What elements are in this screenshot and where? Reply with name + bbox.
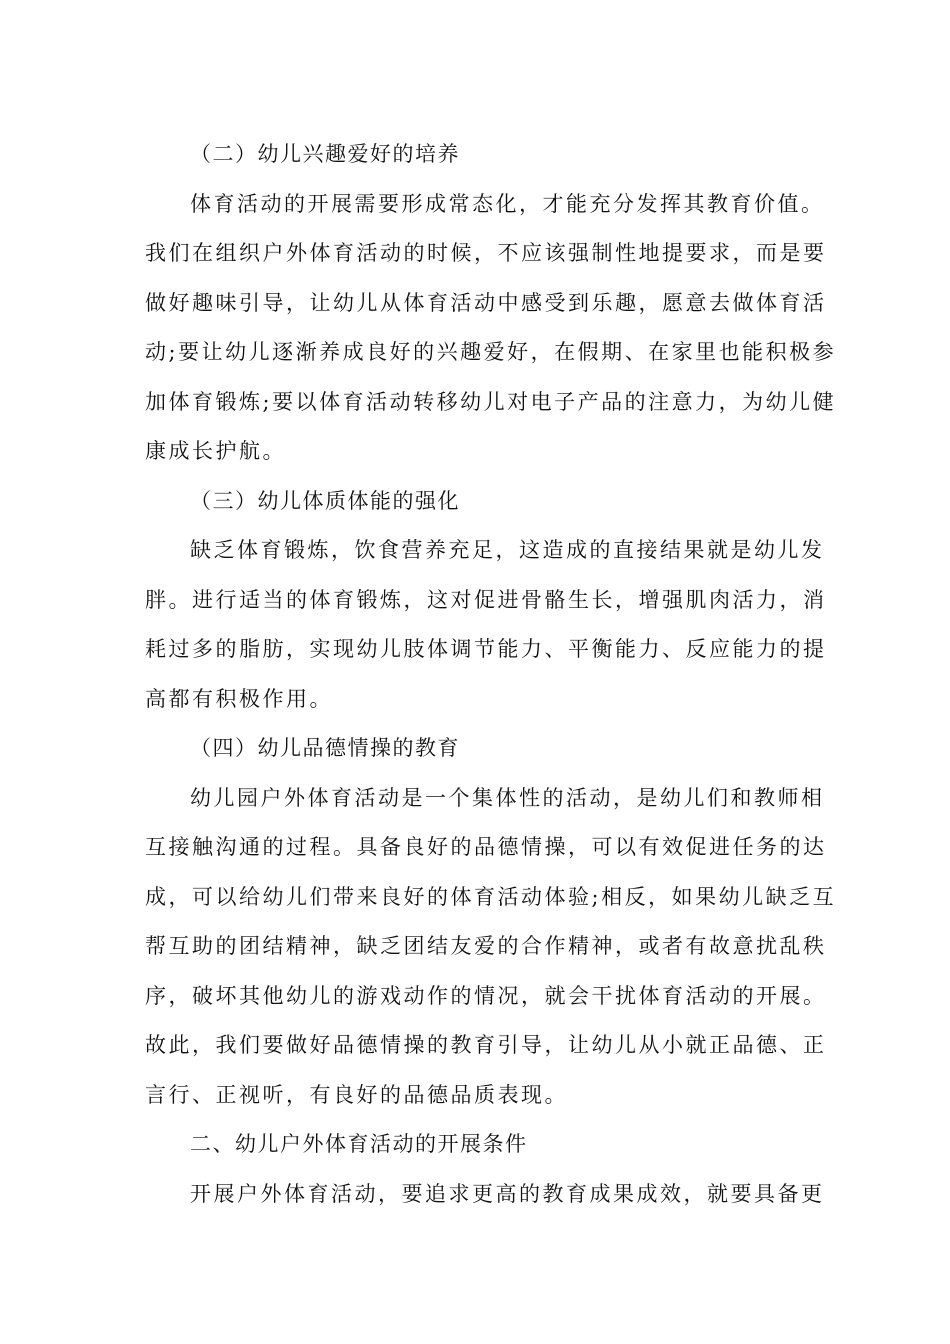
- paragraph-line: 高都有积极作用。: [145, 686, 333, 711]
- paragraph-line: 幼儿园户外体育活动是一个集体性的活动，是幼儿们和教师相: [190, 785, 825, 810]
- section-heading-2: （二）幼儿兴趣爱好的培养: [190, 142, 460, 166]
- paragraph-line: 做好趣味引导，让幼儿从体育活动中感受到乐趣，愿意去做体育活: [145, 290, 827, 315]
- document-body: [145, 130, 837, 1219]
- paragraph-line: 动;要让幼儿逐渐养成良好的兴趣爱好，在假期、在家里也能积极参: [145, 340, 837, 364]
- paragraph-line: 加体育锻炼;要以体育活动转移幼儿对电子产品的注意力，为幼儿健: [145, 389, 837, 414]
- paragraph-line: 帮互助的团结精神，缺乏团结友爱的合作精神，或者有故意扰乱秩: [145, 934, 827, 958]
- paragraph-line: 序，破坏其他幼儿的游戏动作的情况，就会干扰体育活动的开展。: [145, 983, 827, 1008]
- paragraph-line: 故此，我们要做好品德情操的教育引导，让幼儿从小就正品德、正: [145, 1033, 827, 1057]
- paragraph-line: 耗过多的脂肪，实现幼儿肢体调节能力、平衡能力、反应能力的提: [145, 637, 827, 661]
- chapter-heading-2: 二、幼儿户外体育活动的开展条件: [190, 1132, 528, 1156]
- paragraph-line: 互接触沟通的过程。具备良好的品德情操，可以有效促进任务的达: [145, 835, 827, 859]
- paragraph-line: 体育活动的开展需要形成常态化，才能充分发挥其教育价值。: [190, 191, 825, 216]
- paragraph-line: 康成长护航。: [145, 439, 286, 463]
- paragraph-line: 开展户外体育活动，要追求更高的教育成果成效，就要具备更: [190, 1181, 825, 1206]
- paragraph-line: 胖。进行适当的体育锻炼，这对促进骨骼生长，增强肌肉活力，消: [145, 587, 827, 612]
- paragraph-line: 我们在组织户外体育活动的时候，不应该强制性地提要求，而是要: [145, 241, 827, 265]
- paragraph-line: 言行、正视听，有良好的品德品质表现。: [145, 1082, 568, 1107]
- paragraph-line: 成，可以给幼儿们带来良好的体育活动体验;相反，如果幼儿缺乏互: [145, 884, 837, 909]
- section-heading-3: （三）幼儿体质体能的强化: [190, 488, 460, 513]
- section-heading-4: （四）幼儿品德情操的教育: [190, 736, 460, 760]
- paragraph-line: 缺乏体育锻炼，饮食营养充足，这造成的直接结果就是幼儿发: [190, 538, 825, 562]
